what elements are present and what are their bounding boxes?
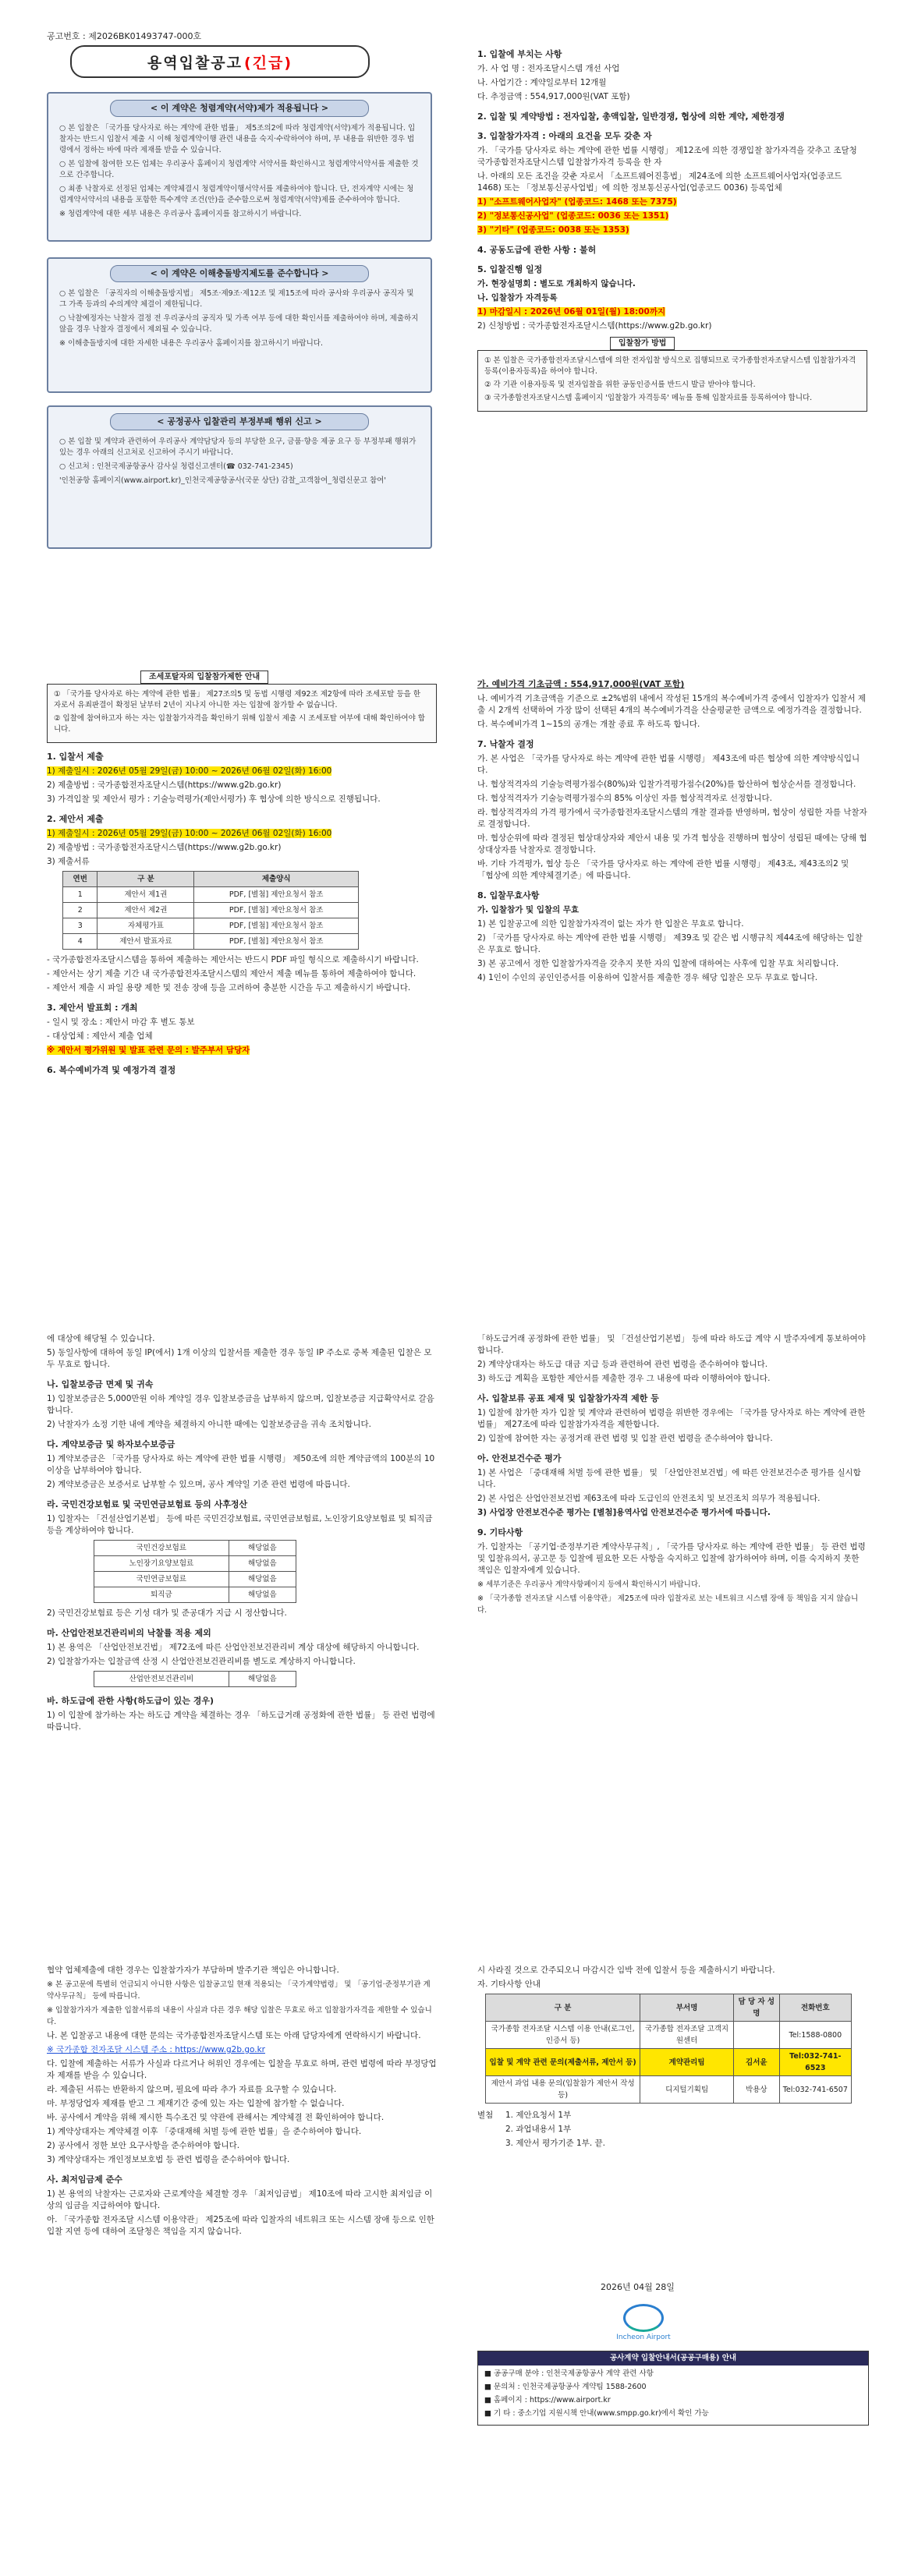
table-row	[63, 934, 359, 950]
table-cell: 해당없음	[229, 1572, 296, 1587]
notice-text: ○ 신고처 : 인천국제공항공사 감사실 청렴신고센터(☎ 032-741-2345)	[59, 462, 293, 471]
box-text: ② 입찰에 참여하고자 하는 자는 입찰참가자격을 확인하기 위해 입찰서 제출 시 조세포탈 여부에 대해 확인하여야 합니다.	[54, 714, 425, 734]
table-cell: 자체평가표	[97, 918, 194, 934]
right-column-4	[477, 1965, 867, 2152]
item-text: 나. 본 입찰공고 내용에 대한 문의는 국가종합전자조달시스템 또는 아래 담당자에게 연락하시기 바랍니다.	[47, 2031, 421, 2040]
section-heading: 다. 계약보증금 및 하자보수보증금	[47, 1439, 175, 1449]
footer-box-item: ■ 기 타 : 중소기업 지원시책 안내(www.smpp.go.kr)에서 확인 가능	[484, 2409, 709, 2418]
item-text: 가. 입찰참가 및 입찰의 무효	[477, 905, 580, 915]
table-cell: 입찰 및 계약 관련 문의(제출서류, 제안서 등)	[486, 2049, 640, 2076]
table-cell: 해당없음	[229, 1556, 296, 1572]
item-text: 2) 입찰참가자는 입찰금액 산정 시 산업안전보건관리비를 별도로 계상하지 아니합니다.	[47, 1657, 356, 1666]
box-text: ① 본 입찰은 국가종합전자조달시스템에 의한 전자입찰 방식으로 집행되므로 국가종합전자조달시스템 입찰참가자격 등록(이용자등록)을 하여야 합니다.	[484, 356, 856, 376]
table-header: 전화번호	[779, 1994, 851, 2022]
notice-text: ※ 이해충돌방지에 대한 자세한 내용은 우리공사 홈페이지를 참고하시기 바랍니다.	[59, 339, 323, 348]
table-cell: 제안서 과업 내용 문의(입찰참가 제안서 작성 등)	[486, 2076, 640, 2104]
section-heading: 3. 입찰참가자격 : 아래의 요건을 모두 갖춘 자	[477, 131, 652, 141]
box-title: 입찰참가 방법	[610, 337, 675, 350]
item-text: - 일시 및 장소 : 제안서 마감 후 별도 통보	[47, 1017, 195, 1027]
box-text: ① 「국가를 당사자로 하는 계약에 관한 법률」 제27조의5 및 동법 시행령 제92조 제2항에 따라 조세포탈 등을 한 자로서 유죄판결이 확정된 날부터 2년이 지나지 아니한 자는 입찰에 참가할 수 없습니다.	[54, 690, 421, 709]
table-cell: Tel:1588-0800	[779, 2022, 851, 2049]
item-text: 협약 업체제출에 대한 경우는 입찰참가자가 부담하며 발주기관 책임은 아니합니다.	[47, 1966, 339, 1975]
item-text: 1) 계약상대자는 계약체결 이후 「중대재해 처벌 등에 관한 법률」을 준수하여야 합니다.	[47, 2127, 362, 2136]
right-column-3	[477, 1333, 867, 1619]
table-row	[63, 887, 359, 903]
section-heading: 7. 낙찰자 결정	[477, 739, 534, 749]
table-row	[486, 2022, 852, 2049]
item-text: 1) 입찰에 참가한 자가 입찰 및 계약과 관련하여 법령을 위반한 경우에는 「국가를 당사자로 하는 계약에 관한 법률」 제27조에 따라 입찰참가자격을 제한합니다.	[477, 1408, 866, 1429]
insurance-table	[94, 1540, 296, 1603]
info-box	[47, 684, 437, 743]
section-heading: 9. 기타사항	[477, 1527, 523, 1537]
item-text: 마. 협상순위에 따라 결정된 협상대상자와 제안서 내용 및 가격 협상을 진행하며 협상이 성립된 때에는 당해 협상대상자를 낙찰자로 결정합니다.	[477, 833, 867, 855]
item-text: 자. 기타사항 안내	[477, 1980, 541, 1989]
notice-text: '인천공항 홈페이지(www.airport.kr)_인천국제공항공사(국문 상단) 감찰_고객참여_청렴신문고 참여'	[59, 476, 386, 485]
item-text: 2) 계약상대자는 하도급 대금 지급 등과 관련하여 관련 법령을 준수하여야 합니다.	[477, 1360, 768, 1369]
item-text: 가. 「국가를 당사자로 하는 계약에 관한 법률 시행령」 제12조에 의한 경쟁입찰 참가자격을 갖추고 조달청 국가종합전자조달시스템 입찰참가자격 등록을 한 자	[477, 146, 857, 167]
note-text: ※ 입찰참가자가 제출한 입찰서류의 내용이 사실과 다른 경우 해당 입찰은 무효로 하고 입찰참가자격을 제한할 수 있습니다.	[47, 2006, 432, 2026]
notice-text: ※ 청렴계약에 대한 세부 내용은 우리공사 홈페이지를 참고하시기 바랍니다.	[59, 210, 302, 218]
procurement-info-box	[477, 2351, 869, 2426]
table-cell: 국민건강보험료	[94, 1541, 229, 1556]
item-text: 5) 동일사항에 대하여 동일 IP(에서) 1개 이상의 입찰서를 제출한 경우 동일 IP 주소로 중복 제출된 입찰은 모두 무효로 합니다.	[47, 1348, 432, 1369]
item-text: 1) 본 입찰공고에 의한 입찰참가자격이 없는 자가 한 입찰은 무효로 합니다.	[477, 919, 744, 929]
section-heading: 8. 입찰무효사항	[477, 890, 540, 901]
item-text: 마. 부정당업자 제재를 받고 그 제재기간 중에 있는 자는 입찰에 참가할 수 없습니다.	[47, 2099, 345, 2108]
item-text: 나. 예비가격 기초금액을 기준으로 ±2%범위 내에서 작성된 15개의 복수예비가격 중에서 입찰자가 입찰서 제출 시 2개씩 선택하여 가장 많이 선택된 4개의 복수예비가격을 산술평균한 금액으로 예정가격을 결정합니다.	[477, 694, 867, 715]
item-text: 3) 하도급 계획을 포함한 제안서를 제출한 경우 그 내용에 따라 이행하여야 합니다.	[477, 1374, 771, 1383]
item-text: 다. 입찰에 제출하는 서류가 사실과 다르거나 허위인 경우에는 입찰을 무효로 하며, 관련 법령에 따라 부정당업자 제재를 받을 수 있습니다.	[47, 2059, 437, 2080]
integrity-contract-notice	[47, 92, 432, 242]
table-row	[94, 1556, 296, 1572]
table-row	[486, 2049, 852, 2076]
table-cell: 제안서 제2권	[97, 903, 194, 918]
notice-text: ○ 낙찰예정자는 낙찰자 결정 전 우리공사의 공직자 및 가족 여부 등에 대한 확인서를 제출하여야 하며, 제출하지 않을 경우 낙찰자 결정에서 제외될 수 있습니다.	[59, 314, 419, 334]
notice-text: ○ 최종 낙찰자로 선정된 업체는 계약체결시 청렴계약이행서약서를 제출하여야 합니다. 단, 전자계약 시에는 청렴계약서약서의 내용을 포함한 특수계약 조건(안)을 준수함으로써 청렴계약(서약)제를 준수하여야 합니다.	[59, 185, 414, 204]
table-cell: 퇴직금	[94, 1587, 229, 1603]
item-text: 나. 입찰참가 자격등록	[477, 293, 558, 303]
deadline-text: 1) 마감일시 : 2026년 06월 01일(월) 18:00까지	[477, 307, 666, 317]
item-text: 3) 가격입찰 및 제안서 평가 : 기술능력평가(제안서평가) 후 협상에 의한 방식으로 진행됩니다.	[47, 794, 381, 804]
notice-date: 2026년 04월 28일	[601, 2282, 675, 2292]
item-text: 3) 제출서류	[47, 857, 90, 866]
g2b-link[interactable]: ※ 국가종합 전자조달 시스템 주소 : https://www.g2b.go.kr	[47, 2045, 265, 2054]
page-3	[0, 1302, 911, 1934]
note-text: ※ 「국가종합 전자조달 시스템 이용약관」 제25조에 따라 입찰자로 보는 네트워크 시스템 장애 등 책임을 지지 않습니다.	[477, 1594, 859, 1615]
notice-text: ○ 본 입찰은 「공직자의 이해충돌방지법」 제5조·제9조·제12조 및 제15조에 따라 공사와 우리공사 공직자 및 그 가족 등과의 수의계약 체결이 제한됩니다.	[59, 289, 414, 309]
notice-text: ○ 본 입찰은 「국가를 당사자로 하는 계약에 관한 법률」 제5조의2에 따라 청렴계약(서약)제가 적용됩니다. 입찰자는 반드시 입찰서 제출 시 이해 청렴계약이행 관련 내용을 숙지·수락하여야 하며, 부 내용을 위반한 경우 법령에서 정하는 바에 따라 제재를 받을 수 있습니다.	[59, 124, 416, 154]
section-heading: 1. 입찰서 제출	[47, 752, 104, 762]
item-text: 1) 입찰보증금은 5,000만원 이하 계약일 경우 입찰보증금을 납부하지 않으며, 입찰보증금 지급확약서로 갈음합니다.	[47, 1394, 434, 1415]
item-text: 가. 현장설명회 : 별도로 개최하지 않습니다.	[477, 279, 636, 288]
table-row	[486, 2076, 852, 2104]
section-heading: 5. 입찰진행 일정	[477, 264, 543, 274]
box-text: ③ 국가종합전자조달시스템 홈페이지 '입찰참가 자격등록' 메뉴를 통해 입찰자료를 등록하여야 합니다.	[484, 394, 813, 402]
item-text: 4) 1인이 수인의 공인인증서를 이용하여 입찰서를 제출한 경우 해당 입찰은 모두 무효로 합니다.	[477, 973, 818, 982]
table-row	[63, 918, 359, 934]
table-cell: PDF, [별첨] 제안요청서 참조	[194, 903, 359, 918]
date-text: 1) 제출일시 : 2026년 05월 29일(금) 10:00 ~ 2026년 06월 02일(화) 16:00	[47, 766, 332, 776]
table-cell: PDF, [별첨] 제안요청서 참조	[194, 918, 359, 934]
right-column-1	[477, 41, 867, 412]
urgent-tag: (긴급)	[244, 54, 293, 72]
table-cell: 제안서 제1권	[97, 887, 194, 903]
highlight-text: 1) "소프트웨어사업자" (업종코드: 1468 또는 7375)	[477, 197, 677, 207]
table-cell: 1	[63, 887, 97, 903]
table-cell: 제안서 발표자료	[97, 934, 194, 950]
item-text: 1) 입찰자는 「건설산업기본법」 등에 따른 국민건강보험료, 국민연금보험료, 노인장기요양보험료 및 퇴직금 등을 계상하여야 합니다.	[47, 1514, 433, 1535]
item-text: 가. 사 업 명 : 전자조달시스템 개선 사업	[477, 64, 620, 73]
submission-table	[62, 871, 359, 950]
item-text: 가. 본 사업은 「국가를 당사자로 하는 계약에 관한 법률 시행령」 제43조에 따른 협상에 의한 계약방식입니다.	[477, 754, 860, 775]
item-text: 다. 추정금액 : 554,917,000원(VAT 포함)	[477, 92, 630, 101]
date-text: 1) 제출일시 : 2026년 05월 29일(금) 10:00 ~ 2026년 06월 02일(화) 16:00	[47, 829, 332, 838]
section-heading: 6. 복수예비가격 및 예정가격 결정	[47, 1065, 176, 1075]
item-text: 나. 협상적격자의 기술능력평가점수(80%)와 입찰가격평가점수(20%)를 합산하여 협상순서를 결정합니다.	[477, 780, 856, 789]
item-text: 시 사라질 것으로 간주되오니 마감시간 임박 전에 입찰서 등을 제출하시기 바랍니다.	[477, 1966, 775, 1975]
section-heading: 바. 하도급에 관한 사항(하도급이 있는 경우)	[47, 1696, 214, 1706]
table-cell: 2	[63, 903, 97, 918]
section-heading: 3. 제안서 발표회 : 개최	[47, 1003, 138, 1013]
item-text: 라. 제출된 서류는 반환하지 않으며, 필요에 따라 추가 자료를 요구할 수 있습니다.	[47, 2085, 337, 2094]
attachment-item: 3. 제안서 평가기준 1부. 끝.	[505, 2139, 606, 2148]
item-text: 2) 공사에서 정한 보안 요구사항을 준수하여야 합니다.	[47, 2141, 240, 2150]
notice-heading: < 공정공사 입찰관리 부정부패 행위 신고 >	[110, 413, 369, 430]
item-text: 다. 협상적격자가 기술능력평가점수의 85% 이상인 자를 협상적격자로 선정합니다.	[477, 794, 772, 803]
corruption-report-notice	[47, 405, 432, 549]
item-text: 2) 제출방법 : 국가종합전자조달시스템(https://www.g2b.go.kr)	[47, 843, 282, 852]
table-header: 구 분	[486, 1994, 640, 2022]
note-text: - 제안서 제출 시 파일 용량 제한 및 전송 장애 등을 고려하여 충분한 시간을 두고 제출하시기 바랍니다.	[47, 983, 411, 993]
footer-box-item: ■ 문의처 : 인천국제공항공사 계약팀 1588-2600	[484, 2383, 647, 2391]
item-text: 3) 계약상대자는 개인정보보호법 등 관련 법령을 준수하여야 합니다.	[47, 2155, 290, 2164]
airport-logo-icon	[623, 2304, 664, 2332]
item-text: 바. 공사에서 계약을 위해 제시한 특수조건 및 약관에 관해서는 계약체결 전 확인하여야 합니다.	[47, 2113, 385, 2122]
left-column-3	[47, 1333, 437, 1736]
incheon-airport-logo	[616, 2304, 671, 2341]
item-text: 「하도급거래 공정화에 관한 법률」 및 「건설산업기본법」 등에 따라 하도급 계약 시 발주자에게 통보하여야 합니다.	[477, 1334, 866, 1355]
conflict-of-interest-notice	[47, 257, 432, 393]
table-cell: Tel:032-741-6507	[779, 2076, 851, 2104]
item-text: - 대상업체 : 제안서 제출 업체	[47, 1031, 153, 1041]
item-text: 라. 협상적격자의 가격 평가에서 국가종합전자조달시스템의 개찰 결과를 반영하며, 협상이 성립한 자를 낙찰자로 결정합니다.	[477, 808, 867, 829]
item-text: 1) 본 용역은 「산업안전보건법」 제72조에 따른 산업안전보건관리비 계상 대상에 해당하지 아니합니다.	[47, 1643, 420, 1652]
section-heading: 4. 공동도급에 관한 사항 : 불허	[477, 245, 597, 255]
item-text: 에 대상에 해당될 수 있습니다.	[47, 1334, 155, 1343]
table-cell: 3	[63, 918, 97, 934]
section-heading: 마. 산업안전보건관리비의 낙찰률 적용 제외	[47, 1628, 211, 1638]
note-text: - 제안서는 상기 제출 기간 내 국가종합전자조달시스템의 제안서 제출 메뉴를 통하여 제출하여야 합니다.	[47, 969, 417, 978]
item-text: 2) 입찰에 참여한 자는 공정거래 관련 법령 및 입찰 관련 법령을 준수하여야 합니다.	[477, 1434, 773, 1443]
section-heading: 나. 입찰보증금 면제 및 귀속	[47, 1379, 154, 1389]
item-text: 1) 본 용역의 낙찰자는 근로자와 근로계약을 체결할 경우 「최저임금법」 제10조에 따라 고시한 최저임금 이상의 임금을 지급하여야 합니다.	[47, 2189, 433, 2210]
item-text: 2) 제출방법 : 국가종합전자조달시스템(https://www.g2b.go.kr)	[47, 780, 282, 790]
highlight-text: 2) "정보통신공사업" (업종코드: 0036 또는 1351)	[477, 211, 669, 221]
page-title	[70, 45, 370, 78]
table-cell: PDF, [별첨] 제안요청서 참조	[194, 934, 359, 950]
notice-number: 공고번호 : 제2026BK01493747-000호	[47, 31, 202, 41]
table-cell: Tel:032-741-6523	[779, 2049, 851, 2076]
table-row	[94, 1541, 296, 1556]
title-text: 용역입찰공고	[147, 54, 243, 72]
box-text: ② 각 기관 이용자등록 및 전자입찰을 위한 공동인증서를 반드시 발급 받아야 합니다.	[484, 380, 756, 389]
table-row	[94, 1587, 296, 1603]
box-title: 조세포탈자의 입찰참가제한 안내	[140, 671, 268, 684]
item-text: 3) 본 공고에서 정한 입찰참가자격을 갖추지 못한 자의 입찰에 대하여는 사후에 입찰 무효 처리합니다.	[477, 959, 839, 968]
attachment-item: 1. 제안요청서 1부	[505, 2111, 572, 2120]
item-text: 바. 기타 가격평가, 협상 등은 「국가를 당사자로 하는 계약에 관한 법률 시행령」 제43조, 제43조의2 및 「협상에 의한 계약체결기준」에 따릅니다.	[477, 859, 849, 880]
table-row	[63, 903, 359, 918]
item-text: 1) 이 입찰에 참가하는 자는 하도급 계약을 체결하는 경우 「하도급거래 공정화에 관한 법률」 등 관련 법령에 따릅니다.	[47, 1711, 435, 1732]
attachment-label: 별첨	[477, 2111, 494, 2120]
table-header: 구 분	[97, 872, 194, 887]
contact-table	[485, 1994, 852, 2104]
table-header: 연번	[63, 872, 97, 887]
table-cell: 4	[63, 934, 97, 950]
item-text: 2) 신청방법 : 국가종합전자조달시스템(https://www.g2b.go.kr)	[477, 321, 712, 331]
attachment-item: 2. 과업내용서 1부	[505, 2125, 572, 2134]
highlight-text: 3) "기타" (업종코드: 0038 또는 1353)	[477, 225, 629, 235]
table-cell: 계약관리팀	[640, 2049, 734, 2076]
page-2	[0, 639, 911, 1302]
section-heading: 아. 안전보건수준 평가	[477, 1453, 562, 1463]
footer-box-title: 공사계약 입찰안내서(공공구매용) 안내	[478, 2351, 868, 2365]
section-heading: 2. 입찰 및 계약방법 : 전자입찰, 총액입찰, 일반경쟁, 협상에 의한 계약, 제한경쟁	[477, 111, 785, 122]
section-heading: 2. 제안서 제출	[47, 814, 104, 824]
table-cell: 김서윤	[733, 2049, 779, 2076]
table-cell: 노인장기요양보험료	[94, 1556, 229, 1572]
section-heading: 사. 입찰보류 공표 제재 및 입찰참가자격 제한 등	[477, 1393, 659, 1403]
table-cell: 해당없음	[229, 1672, 296, 1687]
table-cell: PDF, [별첨] 제안요청서 참조	[194, 887, 359, 903]
notice-text: ○ 본 입찰 및 계약과 관련하여 우리공사 계약담당자 등의 부당한 요구, 금품·향응 제공 요구 등 부정부패 행위가 있는 경우 아래의 신고처로 신고하여 주시기 바랍니다.	[59, 437, 417, 457]
table-row	[94, 1572, 296, 1587]
right-column-2	[477, 671, 867, 986]
table-cell: 해당없음	[229, 1587, 296, 1603]
table-cell: 해당없음	[229, 1541, 296, 1556]
section-heading: 라. 국민건강보험료 및 국민연금보험료 등의 사후정산	[47, 1499, 248, 1509]
table-cell	[733, 2022, 779, 2049]
notice-text: ○ 본 입찰에 참여한 모든 업체는 우리공사 홈페이지 청렴계약 서약서를 확인하시고 청렴계약서약서를 제출한 것으로 간주합니다.	[59, 160, 419, 179]
item-text: 3) 사업장 안전보건수준 평가는 [별첨]용역사업 안전보건수준 평가서에 따릅니다.	[477, 1508, 771, 1517]
note-text: ※ 본 공고문에 특별히 언급되지 아니한 사항은 입찰공고일 현재 적용되는 「국가계약법령」 및 「공기업·준정부기관 계약사무규칙」 등에 따릅니다.	[47, 1980, 431, 2001]
page-4	[0, 1934, 911, 2576]
item-text: 나. 아래의 모든 조건을 갖춘 자로서 「소프트웨어진흥법」 제24조에 의한 소프트웨어사업자(업종코드 1468) 또는 「정보통신공사업법」에 의한 정보통신공사업(업종코드 0036) 등록업체	[477, 172, 842, 193]
note-text: ※ 세부기준은 우리공사 계약사항페이지 등에서 확인하시기 바랍니다.	[477, 1580, 701, 1589]
section-heading: 사. 최저임금제 준수	[47, 2174, 122, 2185]
item-text: 2) 「국가를 당사자로 하는 계약에 관한 법률 시행령」 제39조 및 같은 법 시행규칙 제44조에 해당하는 입찰은 무효로 합니다.	[477, 933, 863, 954]
section-heading: 1. 입찰에 부치는 사항	[477, 49, 562, 59]
table-cell: 박용상	[733, 2076, 779, 2104]
section-heading: 가. 예비가격 기초금액 : 554,917,000원(VAT 포함)	[477, 679, 685, 689]
table-header: 담 당 자 성 명	[733, 1994, 779, 2022]
left-column-2	[47, 671, 437, 1079]
highlight-text: ※ 제안서 평가위원 및 발표 관련 문의 : 발주부서 담당자	[47, 1046, 250, 1055]
table-cell: 산업안전보건관리비	[94, 1672, 229, 1687]
footer-box-item: ■ 홈페이지 : https://www.airport.kr	[484, 2396, 611, 2404]
table-header: 부서명	[640, 1994, 734, 2022]
item-text: 다. 복수예비가격 1~15의 공개는 개찰 종료 후 하도록 합니다.	[477, 720, 700, 729]
info-box	[477, 350, 867, 412]
notice-heading: < 이 계약은 이해충돌방지제도를 준수합니다 >	[110, 265, 369, 282]
footer-box-item: ■ 공공구매 분야 : 인천국제공항공사 계약 관련 사항	[484, 2369, 654, 2378]
table-header: 제출양식	[194, 872, 359, 887]
table-cell: 국가종합 전자조달 고객지원센터	[640, 2022, 734, 2049]
notice-heading: < 이 계약은 청렴계약(서약)제가 적용됩니다 >	[110, 100, 369, 117]
safety-cost-table	[94, 1671, 296, 1687]
item-text: 2) 낙찰자가 소정 기한 내에 계약을 체결하지 아니한 때에는 입찰보증금을 귀속 조치합니다.	[47, 1420, 371, 1429]
item-text: 1) 본 사업은 「중대재해 처벌 등에 관한 법률」 및 「산업안전보건법」에 따른 안전보건수준 평가를 실시합니다.	[477, 1468, 861, 1489]
item-text: 나. 사업기간 : 계약일로부터 12개월	[477, 78, 607, 87]
item-text: 아. 「국가종합 전자조달 시스템 이용약관」 제25조에 따라 입찰자의 네트워크 또는 시스템 장애 등으로 인한 입찰 지연 등에 대하여 조달청은 책임을 지지 않습니다.	[47, 2215, 434, 2236]
note-text: - 국가종합전자조달시스템을 통하여 제출하는 제안서는 반드시 PDF 파일 형식으로 제출하시기 바랍니다.	[47, 955, 419, 964]
item-text: 가. 입찰자는 「공기업·준정부기관 계약사무규칙」, 「국가를 당사자로 하는 계약에 관한 법률」 등 관련 법령 및 입찰유의서, 공고문 등 입찰에 필요한 모든 사항을 숙지하고 입찰에 참가하여야 하며, 이를 숙지하지 못한 책임은 입찰자에게 있습니다.	[477, 1542, 866, 1575]
item-text: 2) 본 사업은 산업안전보건법 제63조에 따라 도급인의 안전조치 및 보건조치 의무가 적용됩니다.	[477, 1494, 821, 1503]
item-text: 2) 계약보증금은 보증서로 납부할 수 있으며, 공사 계약일 기준 관련 법령에 따릅니다.	[47, 1480, 350, 1489]
table-cell: 국민연금보험료	[94, 1572, 229, 1587]
left-column-4	[47, 1965, 437, 2240]
item-text: 1) 계약보증금은 「국가를 당사자로 하는 계약에 관한 법률 시행령」 제50조에 의한 계약금액의 100분의 10 이상을 납부하여야 합니다.	[47, 1454, 435, 1475]
table-cell: 국가종합 전자조달 시스템 이용 안내(로그인, 인증서 등)	[486, 2022, 640, 2049]
table-cell: 디지털기획팀	[640, 2076, 734, 2104]
page-1	[0, 0, 911, 639]
table-row	[94, 1672, 296, 1687]
item-text: 2) 국민건강보험료 등은 기성 대가 및 준공대가 지급 시 정산합니다.	[47, 1608, 287, 1618]
logo-text: Incheon Airport	[616, 2334, 671, 2341]
